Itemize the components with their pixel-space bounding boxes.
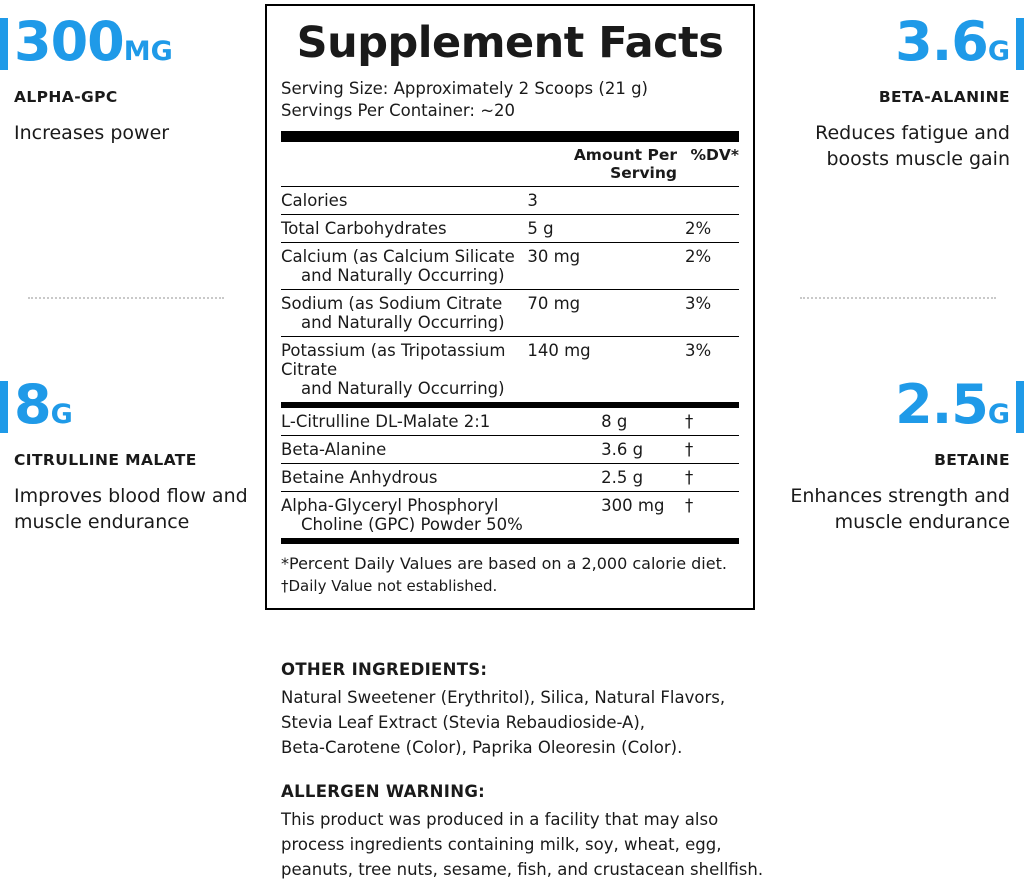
nutrient-amount: 3 [527, 187, 685, 215]
other-ingredients-heading: OTHER INGREDIENTS: [281, 660, 488, 679]
highlight-betaine [760, 373, 1010, 535]
highlight-amount-unit: MG [123, 36, 173, 67]
supplement-facts-table-group2 [281, 408, 739, 538]
nutrient-amount: 140 mg [527, 341, 591, 360]
highlight-amount-value: 8 [14, 373, 51, 436]
rule-bottom [281, 538, 739, 544]
highlight-amount [760, 10, 1010, 80]
bottom-text-block [281, 660, 801, 882]
nutrient-label-continued: Choline (GPC) Powder 50% [301, 515, 523, 534]
highlight-amount [760, 373, 1010, 443]
nutrient-label: Sodium (as Sodium Citrate [281, 294, 503, 313]
table-row [281, 464, 739, 492]
section-gap [281, 760, 801, 782]
other-ingredients-line: Natural Sweetener (Erythritol), Silica, Natural Flavors, [281, 688, 726, 707]
highlight-amount [14, 10, 264, 80]
facts-table-body-group2 [281, 408, 739, 538]
highlight-name: ALPHA-GPC [14, 88, 118, 106]
table-row [281, 436, 739, 464]
table-row [281, 290, 739, 337]
nutrient-name [281, 408, 601, 436]
nutrient-label: Alpha-Glyceryl Phosphoryl [281, 496, 499, 515]
accent-bar [1016, 381, 1024, 433]
table-row [281, 408, 739, 436]
accent-bar [0, 18, 8, 70]
highlight-name: CITRULLINE MALATE [14, 451, 197, 469]
nutrient-name [281, 187, 527, 215]
table-row [281, 215, 739, 243]
other-ingredients-line: Beta-Carotene (Color), Paprika Oleoresin (Color). [281, 738, 683, 757]
header-percent-dv: %DV* [685, 142, 739, 187]
table-row [281, 187, 739, 215]
other-ingredients-body [281, 685, 801, 760]
nutrient-name [281, 464, 601, 492]
highlight-alpha-gpc [14, 10, 264, 146]
nutrient-label: Potassium (as Tripotassium Citrate [281, 341, 506, 379]
highlight-amount-value: 3.6 [895, 10, 988, 73]
highlight-amount-unit: G [987, 36, 1010, 67]
accent-bar [0, 381, 8, 433]
servings-per-container: Servings Per Container: ~20 [281, 101, 516, 120]
allergen-warning-line: peanuts, tree nuts, sesame, fish, and crustacean shellfish. [281, 860, 764, 879]
nutrient-label-continued: and Naturally Occurring) [301, 379, 505, 398]
nutrient-name [281, 337, 527, 403]
nutrient-amount: 30 mg [527, 243, 685, 290]
highlight-amount-unit: G [987, 399, 1010, 430]
highlight-amount [14, 373, 264, 443]
nutrient-label: L-Citrulline DL-Malate 2:1 [281, 412, 491, 431]
table-row [281, 337, 739, 403]
highlight-amount-unit: G [50, 399, 73, 430]
nutrient-name [281, 492, 601, 539]
nutrient-name [281, 215, 527, 243]
nutrient-name [281, 290, 527, 337]
header-nutrient-blank [281, 142, 527, 187]
nutrient-label: Calcium (as Calcium Silicate [281, 247, 515, 266]
nutrient-dv: 3% [685, 290, 739, 337]
table-header-row [281, 142, 739, 187]
header-amount-per-serving: Amount Per Serving [527, 142, 685, 187]
nutrient-amount: 3.6 g [601, 436, 685, 464]
highlight-citrulline-malate [14, 373, 264, 535]
nutrient-label-continued: and Naturally Occurring) [301, 313, 505, 332]
nutrient-dv: † [685, 464, 739, 492]
nutrient-dv: † [685, 408, 739, 436]
nutrient-label: Beta-Alanine [281, 440, 387, 459]
highlight-amount-value: 300 [14, 10, 124, 73]
nutrient-label: Total Carbohydrates [281, 219, 447, 238]
other-ingredients-line: Stevia Leaf Extract (Stevia Rebaudioside-A), [281, 713, 646, 732]
accent-bar [1016, 18, 1024, 70]
nutrient-amount: 70 mg [527, 290, 685, 337]
allergen-warning-body [281, 807, 801, 882]
table-row [281, 243, 739, 290]
facts-table-body-group1 [281, 187, 739, 403]
nutrient-dv: 2% [685, 215, 739, 243]
allergen-warning-line: This product was produced in a facility that may also [281, 810, 719, 829]
right-highlight-column-2 [760, 373, 1010, 535]
highlight-amount-value: 2.5 [895, 373, 988, 436]
nutrient-amount: 5 g [527, 215, 685, 243]
highlight-description: Improves blood flow and muscle endurance [14, 485, 248, 533]
highlight-description: Reduces fatigue and boosts muscle gain [815, 122, 1010, 170]
nutrient-amount: 300 mg [601, 496, 665, 515]
nutrient-dv: 3% [685, 341, 712, 360]
allergen-warning-line: process ingredients containing milk, soy, wheat, egg, [281, 835, 722, 854]
table-row [281, 492, 739, 539]
nutrient-label: Calories [281, 191, 348, 210]
highlight-beta-alanine [760, 10, 1010, 172]
left-dotted-separator [28, 297, 224, 299]
facts-table-head [281, 142, 739, 187]
footnotes [281, 552, 739, 598]
nutrient-dv [685, 187, 739, 215]
right-dotted-separator [800, 297, 996, 299]
highlight-description: Increases power [14, 122, 170, 144]
footnote-daily-value: *Percent Daily Values are based on a 2,000 calorie diet. [281, 554, 727, 573]
left-highlight-column-2 [14, 373, 264, 535]
nutrient-dv: 2% [685, 243, 739, 290]
supplement-facts-title: Supplement Facts [296, 18, 724, 68]
nutrient-name [281, 436, 601, 464]
nutrient-name [281, 243, 527, 290]
nutrient-label-continued: and Naturally Occurring) [301, 266, 505, 285]
nutrient-label: Betaine Anhydrous [281, 468, 438, 487]
right-highlight-column [760, 10, 1010, 172]
left-highlight-column [14, 10, 264, 146]
serving-size: Serving Size: Approximately 2 Scoops (21 g) [281, 79, 648, 98]
nutrient-dv: † [685, 496, 694, 515]
supplement-facts-table [281, 142, 739, 402]
nutrient-dv: † [685, 436, 739, 464]
footnote-dagger: †Daily Value not established. [281, 577, 498, 595]
rule-thick-top [281, 131, 739, 142]
highlight-name: BETAINE [934, 451, 1010, 469]
nutrient-amount: 2.5 g [601, 464, 685, 492]
supplement-facts-panel [265, 4, 755, 610]
highlight-name: BETA-ALANINE [878, 88, 1010, 106]
allergen-warning-heading: ALLERGEN WARNING: [281, 782, 486, 801]
highlight-description: Enhances strength and muscle endurance [790, 485, 1010, 533]
nutrient-amount: 8 g [601, 408, 685, 436]
